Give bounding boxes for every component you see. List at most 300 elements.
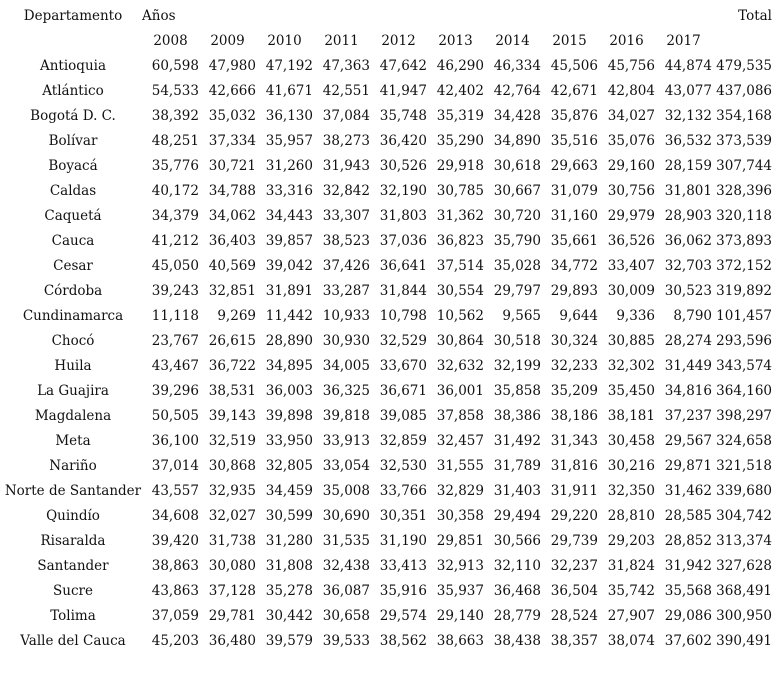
value-cell: 30,216 (607, 458, 655, 474)
year-header: 2015 (552, 33, 587, 49)
value-cell: 29,574 (379, 608, 427, 624)
value-cell: 36,100 (151, 433, 199, 449)
value-cell: 47,363 (322, 58, 370, 74)
total-cell: 398,297 (716, 408, 772, 424)
table-row (4, 354, 772, 379)
value-cell: 32,529 (379, 333, 427, 349)
value-cell: 31,808 (265, 558, 313, 574)
value-cell: 35,076 (607, 133, 655, 149)
value-cell: 45,050 (151, 258, 199, 274)
value-cell: 30,785 (436, 183, 484, 199)
value-cell: 32,859 (379, 433, 427, 449)
value-cell: 31,280 (265, 533, 313, 549)
value-cell: 35,957 (265, 133, 313, 149)
header-row-labels (4, 4, 772, 29)
value-cell: 37,036 (379, 233, 427, 249)
value-cell: 32,350 (607, 483, 655, 499)
value-cell: 40,172 (151, 183, 199, 199)
value-cell: 8,790 (673, 308, 712, 324)
table-row (4, 554, 772, 579)
value-cell: 11,442 (265, 308, 313, 324)
value-cell: 36,532 (664, 133, 712, 149)
value-cell: 33,054 (322, 458, 370, 474)
value-cell: 31,803 (379, 208, 427, 224)
value-cell: 35,028 (493, 258, 541, 274)
value-cell: 29,781 (208, 608, 256, 624)
total-cell: 343,574 (716, 358, 772, 374)
table-row (4, 604, 772, 629)
departamento-cell: Sucre (53, 583, 93, 599)
value-cell: 31,844 (379, 283, 427, 299)
table-row (4, 429, 772, 454)
value-cell: 32,703 (664, 258, 712, 274)
value-cell: 27,907 (607, 608, 655, 624)
value-cell: 35,516 (550, 133, 598, 149)
value-cell: 29,851 (436, 533, 484, 549)
data-table (4, 4, 772, 654)
value-cell: 36,526 (607, 233, 655, 249)
value-cell: 31,260 (265, 158, 313, 174)
total-cell: 324,658 (716, 433, 772, 449)
value-cell: 36,641 (379, 258, 427, 274)
value-cell: 41,947 (379, 83, 427, 99)
value-cell: 11,118 (151, 308, 199, 324)
value-cell: 38,074 (607, 633, 655, 649)
value-cell: 32,132 (664, 108, 712, 124)
year-header: 2010 (267, 33, 302, 49)
table-row (4, 454, 772, 479)
value-cell: 34,788 (208, 183, 256, 199)
total-cell: 313,374 (716, 533, 772, 549)
value-cell: 37,237 (664, 408, 712, 424)
table-row (4, 304, 772, 329)
departamento-cell: Boyacá (48, 158, 98, 174)
value-cell: 34,428 (493, 108, 541, 124)
value-cell: 35,290 (436, 133, 484, 149)
value-cell: 30,690 (322, 508, 370, 524)
value-cell: 31,403 (493, 483, 541, 499)
value-cell: 35,278 (265, 583, 313, 599)
value-cell: 36,504 (550, 583, 598, 599)
value-cell: 44,874 (664, 58, 712, 74)
departamento-cell: Cundinamarca (22, 308, 124, 324)
departamento-cell: Santander (37, 558, 109, 574)
value-cell: 30,358 (436, 508, 484, 524)
value-cell: 28,159 (664, 158, 712, 174)
value-cell: 60,598 (151, 58, 199, 74)
value-cell: 35,916 (379, 583, 427, 599)
total-cell: 101,457 (716, 308, 772, 324)
value-cell: 36,671 (379, 383, 427, 399)
value-cell: 31,555 (436, 458, 484, 474)
table-row (4, 379, 772, 404)
departamento-cell: Nariño (49, 458, 97, 474)
value-cell: 37,858 (436, 408, 484, 424)
departamento-cell: Cauca (51, 233, 95, 249)
value-cell: 35,876 (550, 108, 598, 124)
value-cell: 29,918 (436, 158, 484, 174)
value-cell: 32,110 (493, 558, 541, 574)
year-header: 2013 (438, 33, 473, 49)
value-cell: 39,420 (151, 533, 199, 549)
value-cell: 43,077 (664, 83, 712, 99)
value-cell: 31,738 (208, 533, 256, 549)
value-cell: 46,334 (493, 58, 541, 74)
value-cell: 34,772 (550, 258, 598, 274)
value-cell: 30,868 (208, 458, 256, 474)
year-header: 2016 (609, 33, 644, 49)
value-cell: 32,027 (208, 508, 256, 524)
value-cell: 38,438 (493, 633, 541, 649)
table-row (4, 204, 772, 229)
value-cell: 32,530 (379, 458, 427, 474)
departamento-cell: Bolívar (48, 133, 98, 149)
departamento-cell: Valle del Cauca (20, 633, 126, 649)
value-cell: 33,950 (265, 433, 313, 449)
value-cell: 30,324 (550, 333, 598, 349)
value-cell: 31,190 (379, 533, 427, 549)
value-cell: 30,930 (322, 333, 370, 349)
value-cell: 41,671 (265, 83, 313, 99)
value-cell: 39,818 (322, 408, 370, 424)
value-cell: 34,459 (265, 483, 313, 499)
departamento-cell: Caldas (49, 183, 97, 199)
value-cell: 29,160 (607, 158, 655, 174)
total-cell: 304,742 (716, 508, 772, 524)
value-cell: 29,979 (607, 208, 655, 224)
value-cell: 35,742 (607, 583, 655, 599)
value-cell: 33,407 (607, 258, 655, 274)
value-cell: 36,823 (436, 233, 484, 249)
value-cell: 23,767 (151, 333, 199, 349)
value-cell: 43,557 (151, 483, 199, 499)
value-cell: 34,895 (265, 358, 313, 374)
value-cell: 30,442 (265, 608, 313, 624)
value-cell: 31,942 (664, 558, 712, 574)
value-cell: 29,220 (550, 508, 598, 524)
value-cell: 31,449 (664, 358, 712, 374)
value-cell: 36,403 (208, 233, 256, 249)
value-cell: 28,852 (664, 533, 712, 549)
total-cell: 328,396 (716, 183, 772, 199)
value-cell: 33,766 (379, 483, 427, 499)
table-row (4, 404, 772, 429)
value-cell: 30,720 (493, 208, 541, 224)
value-cell: 35,661 (550, 233, 598, 249)
value-cell: 39,579 (265, 633, 313, 649)
value-cell: 45,756 (607, 58, 655, 74)
value-cell: 30,864 (436, 333, 484, 349)
value-cell: 34,608 (151, 508, 199, 524)
value-cell: 29,494 (493, 508, 541, 524)
value-cell: 30,667 (493, 183, 541, 199)
value-cell: 30,599 (265, 508, 313, 524)
value-cell: 31,535 (322, 533, 370, 549)
value-cell: 33,913 (322, 433, 370, 449)
total-cell: 320,118 (716, 208, 772, 224)
value-cell: 33,307 (322, 208, 370, 224)
value-cell: 30,458 (607, 433, 655, 449)
value-cell: 35,032 (208, 108, 256, 124)
departamento-cell: Caquetá (44, 208, 102, 224)
value-cell: 32,935 (208, 483, 256, 499)
table-row (4, 229, 772, 254)
total-cell: 327,628 (716, 558, 772, 574)
value-cell: 32,457 (436, 433, 484, 449)
value-cell: 30,351 (379, 508, 427, 524)
value-cell: 31,492 (493, 433, 541, 449)
value-cell: 31,891 (265, 283, 313, 299)
value-cell: 36,722 (208, 358, 256, 374)
value-cell: 39,042 (265, 258, 313, 274)
table-row (4, 579, 772, 604)
total-cell: 368,491 (716, 583, 772, 599)
departamento-cell: Bogotá D. C. (30, 108, 116, 124)
year-header: 2009 (210, 33, 245, 49)
total-cell: 321,518 (716, 458, 772, 474)
table-row (4, 479, 772, 504)
value-cell: 41,212 (151, 233, 199, 249)
value-cell: 28,810 (607, 508, 655, 524)
value-cell: 35,937 (436, 583, 484, 599)
value-cell: 35,450 (607, 383, 655, 399)
value-cell: 31,362 (436, 208, 484, 224)
value-cell: 54,533 (151, 83, 199, 99)
value-cell: 35,748 (379, 108, 427, 124)
value-cell: 30,885 (607, 333, 655, 349)
value-cell: 37,426 (322, 258, 370, 274)
year-header: 2008 (153, 33, 188, 49)
value-cell: 29,893 (550, 283, 598, 299)
value-cell: 35,790 (493, 233, 541, 249)
value-cell: 36,062 (664, 233, 712, 249)
value-cell: 35,776 (151, 158, 199, 174)
value-cell: 32,519 (208, 433, 256, 449)
value-cell: 30,721 (208, 158, 256, 174)
value-cell: 34,379 (151, 208, 199, 224)
year-header: 2017 (666, 33, 701, 49)
value-cell: 30,009 (607, 283, 655, 299)
value-cell: 9,269 (217, 308, 256, 324)
value-cell: 32,233 (550, 358, 598, 374)
total-cell: 339,680 (716, 483, 772, 499)
value-cell: 31,079 (550, 183, 598, 199)
departamento-cell: Meta (55, 433, 91, 449)
value-cell: 28,779 (493, 608, 541, 624)
value-cell: 28,274 (664, 333, 712, 349)
value-cell: 29,871 (664, 458, 712, 474)
value-cell: 38,863 (151, 558, 199, 574)
value-cell: 38,273 (322, 133, 370, 149)
total-cell: 319,892 (716, 283, 772, 299)
total-cell: 373,893 (716, 233, 772, 249)
value-cell: 39,143 (208, 408, 256, 424)
value-cell: 32,190 (379, 183, 427, 199)
value-cell: 36,087 (322, 583, 370, 599)
value-cell: 39,296 (151, 383, 199, 399)
value-cell: 30,554 (436, 283, 484, 299)
value-cell: 29,086 (664, 608, 712, 624)
departamento-cell: Huila (54, 358, 92, 374)
value-cell: 30,080 (208, 558, 256, 574)
value-cell: 34,005 (322, 358, 370, 374)
departamento-cell: Magdalena (34, 408, 112, 424)
value-cell: 10,562 (436, 308, 484, 324)
value-cell: 47,980 (208, 58, 256, 74)
total-cell: 300,950 (716, 608, 772, 624)
value-cell: 37,514 (436, 258, 484, 274)
table-row (4, 129, 772, 154)
value-cell: 29,140 (436, 608, 484, 624)
value-cell: 28,524 (550, 608, 598, 624)
value-cell: 35,008 (322, 483, 370, 499)
total-cell: 437,086 (716, 83, 772, 99)
value-cell: 37,602 (664, 633, 712, 649)
value-cell: 32,851 (208, 283, 256, 299)
value-cell: 31,816 (550, 458, 598, 474)
value-cell: 38,386 (493, 408, 541, 424)
value-cell: 31,160 (550, 208, 598, 224)
value-cell: 30,658 (322, 608, 370, 624)
value-cell: 39,085 (379, 408, 427, 424)
value-cell: 36,130 (265, 108, 313, 124)
value-cell: 28,890 (265, 333, 313, 349)
year-row-spacer (4, 29, 142, 54)
departamento-cell: Antioquia (39, 58, 107, 74)
value-cell: 37,128 (208, 583, 256, 599)
value-cell: 36,468 (493, 583, 541, 599)
value-cell: 35,209 (550, 383, 598, 399)
value-cell: 42,671 (550, 83, 598, 99)
total-cell: 364,160 (716, 383, 772, 399)
year-row-total-spacer (712, 29, 772, 54)
value-cell: 36,003 (265, 383, 313, 399)
total-cell: 372,152 (716, 258, 772, 274)
value-cell: 32,302 (607, 358, 655, 374)
value-cell: 30,526 (379, 158, 427, 174)
value-cell: 30,618 (493, 158, 541, 174)
value-cell: 38,663 (436, 633, 484, 649)
table-row (4, 279, 772, 304)
departamento-cell: Quindío (46, 508, 100, 524)
year-header: 2014 (495, 33, 530, 49)
value-cell: 43,863 (151, 583, 199, 599)
departamento-cell: Cesar (53, 258, 93, 274)
value-cell: 32,913 (436, 558, 484, 574)
value-cell: 39,533 (322, 633, 370, 649)
departamento-cell: Atlántico (42, 83, 104, 99)
table-row (4, 179, 772, 204)
value-cell: 35,858 (493, 383, 541, 399)
table-row (4, 79, 772, 104)
value-cell: 28,585 (664, 508, 712, 524)
departamento-cell: Chocó (51, 333, 95, 349)
value-cell: 32,237 (550, 558, 598, 574)
year-header: 2011 (324, 33, 359, 49)
table-row (4, 254, 772, 279)
value-cell: 42,402 (436, 83, 484, 99)
value-cell: 38,531 (208, 383, 256, 399)
value-cell: 33,670 (379, 358, 427, 374)
value-cell: 34,027 (607, 108, 655, 124)
value-cell: 45,506 (550, 58, 598, 74)
value-cell: 36,001 (436, 383, 484, 399)
value-cell: 32,842 (322, 183, 370, 199)
value-cell: 38,357 (550, 633, 598, 649)
total-cell: 354,168 (716, 108, 772, 124)
value-cell: 33,413 (379, 558, 427, 574)
value-cell: 9,336 (616, 308, 655, 324)
departamento-header: Departamento (23, 8, 123, 24)
value-cell: 38,181 (607, 408, 655, 424)
value-cell: 38,562 (379, 633, 427, 649)
value-cell: 28,903 (664, 208, 712, 224)
value-cell: 31,462 (664, 483, 712, 499)
value-cell: 30,756 (607, 183, 655, 199)
value-cell: 37,084 (322, 108, 370, 124)
value-cell: 31,911 (550, 483, 598, 499)
value-cell: 43,467 (151, 358, 199, 374)
value-cell: 29,739 (550, 533, 598, 549)
value-cell: 10,798 (379, 308, 427, 324)
departamento-cell: La Guajira (37, 383, 109, 399)
value-cell: 29,797 (493, 283, 541, 299)
value-cell: 37,334 (208, 133, 256, 149)
value-cell: 34,816 (664, 383, 712, 399)
value-cell: 45,203 (151, 633, 199, 649)
value-cell: 29,663 (550, 158, 598, 174)
value-cell: 35,568 (664, 583, 712, 599)
value-cell: 36,325 (322, 383, 370, 399)
value-cell: 34,890 (493, 133, 541, 149)
value-cell: 31,789 (493, 458, 541, 474)
value-cell: 30,518 (493, 333, 541, 349)
table-row (4, 54, 772, 79)
value-cell: 33,287 (322, 283, 370, 299)
value-cell: 32,199 (493, 358, 541, 374)
value-cell: 32,805 (265, 458, 313, 474)
value-cell: 26,615 (208, 333, 256, 349)
anos-header: Años (142, 8, 176, 24)
value-cell: 29,203 (607, 533, 655, 549)
value-cell: 34,062 (208, 208, 256, 224)
value-cell: 31,943 (322, 158, 370, 174)
value-cell: 39,243 (151, 283, 199, 299)
value-cell: 35,319 (436, 108, 484, 124)
total-cell: 293,596 (716, 333, 772, 349)
total-cell: 307,744 (716, 158, 772, 174)
table-row (4, 104, 772, 129)
value-cell: 48,251 (151, 133, 199, 149)
value-cell: 38,523 (322, 233, 370, 249)
departamento-cell: Tolima (50, 608, 96, 624)
value-cell: 42,666 (208, 83, 256, 99)
value-cell: 38,392 (151, 108, 199, 124)
value-cell: 32,632 (436, 358, 484, 374)
value-cell: 32,829 (436, 483, 484, 499)
value-cell: 31,801 (664, 183, 712, 199)
value-cell: 39,857 (265, 233, 313, 249)
value-cell: 42,764 (493, 83, 541, 99)
value-cell: 40,569 (208, 258, 256, 274)
departamento-cell: Norte de Santander (4, 483, 142, 499)
table-row (4, 329, 772, 354)
total-cell: 479,535 (716, 58, 772, 74)
value-cell: 37,059 (151, 608, 199, 624)
departamento-cell: Risaralda (40, 533, 106, 549)
value-cell: 36,480 (208, 633, 256, 649)
value-cell: 50,505 (151, 408, 199, 424)
